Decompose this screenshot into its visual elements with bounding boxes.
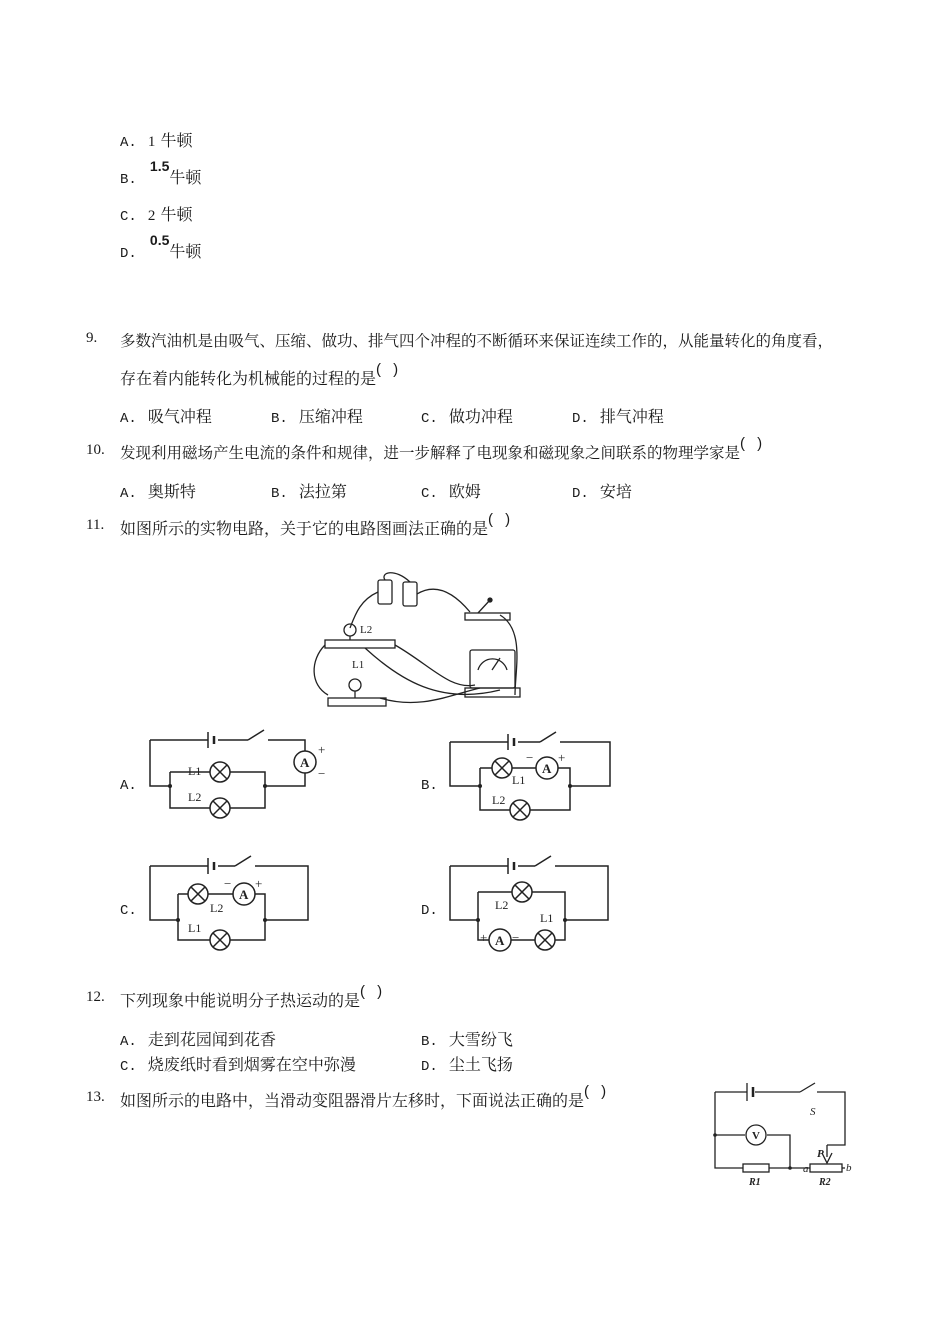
svg-text:−: −: [526, 750, 534, 765]
svg-text:A: A: [542, 761, 552, 776]
lamp-l1-board: [328, 698, 386, 706]
q11-option-d-letter: D.: [421, 903, 438, 919]
q11-circuit-d: [440, 852, 640, 952]
q11-text: 如图所示的实物电路，关于它的电路图画法正确的是( ): [120, 511, 515, 538]
q10-number: 10.: [86, 442, 105, 458]
svg-text:L1: L1: [188, 764, 202, 778]
svg-text:L2: L2: [188, 790, 202, 804]
switch-icon: [800, 1083, 815, 1092]
svg-text:L2: L2: [210, 901, 224, 915]
svg-text:L1: L1: [188, 921, 202, 935]
lamp-l2-board: [325, 640, 395, 648]
lamp-l2-icon: [344, 624, 356, 636]
q13-text: 如图所示的电路中，当滑动变阻器滑片左移时，下面说法正确的是( ): [120, 1083, 611, 1110]
svg-text:+: +: [318, 742, 326, 757]
q11-circuit-c: [140, 852, 340, 952]
q10-option-d: D. 安培: [572, 482, 632, 502]
q8-option-b: B. 1.5牛顿: [120, 158, 202, 188]
q13-circuit-figure: [705, 1075, 865, 1190]
q9-number: 9.: [86, 330, 98, 346]
q8-option-d: D. 0.5牛顿: [120, 232, 202, 262]
q10-option-c: C. 欧姆: [421, 482, 481, 502]
svg-text:L1: L1: [512, 773, 526, 787]
q12-number: 12.: [86, 989, 105, 1005]
svg-text:−: −: [318, 766, 326, 781]
q9-option-a: A. 吸气冲程: [120, 407, 212, 427]
q10-option-a: A. 奥斯特: [120, 482, 196, 502]
photo-label-l1: L1: [352, 659, 365, 671]
q11-circuit-a: [140, 728, 340, 828]
q9-text-line2: 存在着内能转化为机械能的过程的是( ): [120, 361, 403, 388]
q12-option-c: C. 烧废纸时看到烟雾在空中弥漫: [120, 1055, 356, 1075]
svg-text:L1: L1: [540, 911, 554, 925]
q9-option-d: D. 排气冲程: [572, 407, 664, 427]
svg-text:−: −: [512, 930, 520, 945]
q8-option-c: C. 2 牛顿: [120, 205, 193, 225]
switch-icon: [478, 600, 490, 613]
svg-text:−: −: [224, 876, 232, 891]
q11-option-a-letter: A.: [120, 778, 137, 794]
rheostat-r2: [810, 1164, 842, 1172]
switch-icon: [540, 732, 556, 742]
q12-option-a: A. 走到花园闻到花香: [120, 1030, 276, 1050]
q12-option-d: D. 尘土飞扬: [421, 1055, 513, 1075]
switch-icon: [248, 730, 264, 740]
svg-text:+: +: [255, 876, 263, 891]
svg-text:L2: L2: [492, 793, 506, 807]
svg-text:+: +: [480, 930, 488, 945]
q11-circuit-b: [440, 728, 640, 828]
q13-number: 13.: [86, 1089, 105, 1105]
svg-text:S: S: [810, 1106, 816, 1118]
svg-text:A: A: [495, 933, 505, 948]
switch-icon: [535, 856, 551, 866]
svg-text:R1: R1: [749, 1177, 761, 1188]
battery-icon: [403, 582, 417, 606]
svg-text:A: A: [239, 887, 249, 902]
switch-icon: [235, 856, 251, 866]
q10-option-b: B. 法拉第: [271, 482, 347, 502]
q8-option-a: A. 1 牛顿: [120, 131, 193, 151]
photo-label-l2: L2: [360, 624, 373, 636]
resistor-r1: [743, 1164, 769, 1172]
lamp-l1-icon: [349, 679, 361, 691]
svg-text:V: V: [752, 1130, 760, 1142]
q9-text-line1: 多数汽油机是由吸气、压缩、做功、排气四个冲程的不断循环来保证连续工作的，从能量转化的角度看，: [120, 332, 834, 350]
q10-text: 发现利用磁场产生电流的条件和规律，进一步解释了电现象和磁现象之间联系的物理学家是( ): [120, 435, 767, 462]
svg-text:a: a: [803, 1163, 809, 1175]
svg-text:+: +: [558, 750, 566, 765]
svg-text:R2: R2: [819, 1177, 831, 1188]
q9-option-b: B. 压缩冲程: [271, 407, 363, 427]
q11-physical-circuit-figure: [300, 570, 540, 715]
q11-option-b-letter: B.: [421, 778, 438, 794]
q12-text: 下列现象中能说明分子热运动的是( ): [120, 983, 387, 1010]
svg-text:P: P: [817, 1148, 824, 1160]
q9-option-c: C. 做功冲程: [421, 407, 513, 427]
svg-text:b: b: [846, 1162, 852, 1174]
svg-text:L2: L2: [495, 898, 509, 912]
svg-text:A: A: [300, 755, 310, 770]
q11-number: 11.: [86, 517, 105, 533]
battery-icon: [378, 580, 392, 604]
q11-option-c-letter: C.: [120, 903, 137, 919]
q12-option-b: B. 大雪纷飞: [421, 1030, 513, 1050]
